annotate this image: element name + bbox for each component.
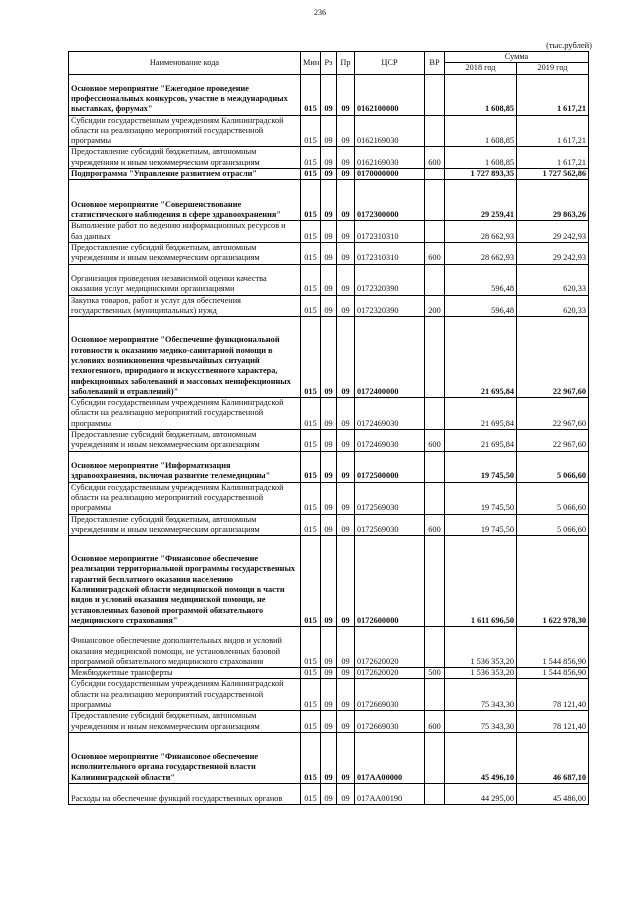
row-vr	[425, 115, 445, 147]
table-row	[69, 147, 589, 169]
row-pr: 09	[337, 711, 355, 733]
row-vr	[425, 783, 445, 804]
row-sum-2018: 21 695,84	[445, 398, 517, 430]
table-row	[69, 451, 589, 482]
row-min: 015	[301, 451, 321, 482]
row-rz: 09	[321, 169, 337, 180]
row-sum-2019: 1 544 856,90	[517, 627, 589, 668]
table-row	[69, 711, 589, 733]
row-sum-2019: 5 066,60	[517, 514, 589, 536]
row-name: Предоставление субсидий бюджетным, автономным учреждениям и иным некоммерческим организациям	[69, 514, 301, 536]
row-name: Субсидии государственным учреждениям Калининградской области на реализацию мероприятий государственной программы	[69, 398, 301, 430]
row-rz: 09	[321, 317, 337, 398]
row-name: Основное мероприятие "Информатизация здравоохранения, включая развитие телемедицины"	[69, 451, 301, 482]
row-rz: 09	[321, 783, 337, 804]
row-name: Основное мероприятие "Финансовое обеспечение реализации территориальной программы государственных гарантий бесплатного оказания населению Калининградской области медицинской помощи в части видов и условий оказания медицинской помощи, не установленных базовой программой обязательного медицинского страхования"	[69, 536, 301, 627]
header-sum: Сумма	[445, 52, 589, 63]
row-min: 015	[301, 482, 321, 514]
row-vr	[425, 536, 445, 627]
row-sum-2019: 46 687,10	[517, 732, 589, 783]
row-rz: 09	[321, 264, 337, 295]
row-sum-2018: 1 536 353,20	[445, 627, 517, 668]
row-rz: 09	[321, 668, 337, 679]
row-name: Финансовое обеспечение дополнительных видов и условий оказания медицинской помощи, не установленных базовой программой обязательного медицинского страхования	[69, 627, 301, 668]
row-pr: 09	[337, 169, 355, 180]
row-sum-2019: 1 727 562,86	[517, 169, 589, 180]
row-min: 015	[301, 783, 321, 804]
row-name: Выполнение работ по ведению информационных ресурсов и баз данных	[69, 221, 301, 243]
row-vr	[425, 627, 445, 668]
row-vr: 600	[425, 430, 445, 452]
row-csr: 0172600000	[355, 536, 425, 627]
row-min: 015	[301, 627, 321, 668]
row-pr: 09	[337, 451, 355, 482]
table-row	[69, 536, 589, 627]
row-min: 015	[301, 732, 321, 783]
row-name: Основное мероприятие "Финансовое обеспечение исполнительного органа государственной власти Калининградской области"	[69, 732, 301, 783]
row-csr: 0162169030	[355, 115, 425, 147]
row-sum-2019: 29 242,93	[517, 221, 589, 243]
row-rz: 09	[321, 536, 337, 627]
row-name: Расходы на обеспечение функций государственных органов	[69, 783, 301, 804]
row-min: 015	[301, 668, 321, 679]
row-sum-2018: 1 536 353,20	[445, 668, 517, 679]
row-sum-2018: 1 608,85	[445, 147, 517, 169]
row-csr: 017АА00000	[355, 732, 425, 783]
row-sum-2019: 1 617,21	[517, 147, 589, 169]
row-csr: 0170000000	[355, 169, 425, 180]
row-min: 015	[301, 295, 321, 317]
table-row	[69, 295, 589, 317]
row-csr: 017АА00190	[355, 783, 425, 804]
row-vr	[425, 317, 445, 398]
row-sum-2019: 22 967,60	[517, 398, 589, 430]
row-pr: 09	[337, 242, 355, 264]
header-2018: 2018 год	[445, 63, 517, 74]
row-sum-2018: 28 662,93	[445, 221, 517, 243]
row-pr: 09	[337, 783, 355, 804]
row-pr: 09	[337, 180, 355, 221]
row-name: Предоставление субсидий бюджетным, автономным учреждениям и иным некоммерческим организациям	[69, 430, 301, 452]
row-rz: 09	[321, 242, 337, 264]
row-csr: 0162100000	[355, 74, 425, 115]
table-row	[69, 514, 589, 536]
table-row	[69, 783, 589, 804]
row-vr	[425, 482, 445, 514]
row-sum-2018: 1 727 893,35	[445, 169, 517, 180]
row-sum-2019: 1 617,21	[517, 74, 589, 115]
row-rz: 09	[321, 295, 337, 317]
row-pr: 09	[337, 115, 355, 147]
row-vr	[425, 451, 445, 482]
row-name: Организация проведения независимой оценки качества оказания услуг медицинскими организациями	[69, 264, 301, 295]
header-vr: ВР	[425, 52, 445, 75]
table-row	[69, 430, 589, 452]
header-rz: Рз	[321, 52, 337, 75]
row-rz: 09	[321, 627, 337, 668]
table-row	[69, 180, 589, 221]
table-row	[69, 482, 589, 514]
row-rz: 09	[321, 398, 337, 430]
table-row	[69, 264, 589, 295]
row-sum-2019: 620,33	[517, 295, 589, 317]
row-name: Межбюджетные трансферты	[69, 668, 301, 679]
row-sum-2018: 45 496,10	[445, 732, 517, 783]
row-pr: 09	[337, 627, 355, 668]
row-vr	[425, 264, 445, 295]
row-sum-2018: 596,48	[445, 264, 517, 295]
table-row	[69, 74, 589, 115]
table-row	[69, 732, 589, 783]
row-sum-2018: 1 611 696,50	[445, 536, 517, 627]
row-vr: 500	[425, 668, 445, 679]
row-sum-2018: 21 695,84	[445, 317, 517, 398]
row-csr: 0172669030	[355, 679, 425, 711]
row-csr: 0172620020	[355, 627, 425, 668]
row-csr: 0172469030	[355, 430, 425, 452]
row-sum-2019: 1 622 978,30	[517, 536, 589, 627]
table-row	[69, 398, 589, 430]
row-min: 015	[301, 536, 321, 627]
row-sum-2019: 78 121,40	[517, 711, 589, 733]
row-vr	[425, 732, 445, 783]
row-sum-2018: 21 695,84	[445, 430, 517, 452]
row-pr: 09	[337, 221, 355, 243]
page-number: 236	[314, 8, 326, 17]
table-row	[69, 317, 589, 398]
row-pr: 09	[337, 264, 355, 295]
row-pr: 09	[337, 147, 355, 169]
row-sum-2018: 596,48	[445, 295, 517, 317]
table-row	[69, 627, 589, 668]
row-min: 015	[301, 679, 321, 711]
row-sum-2019: 1 617,21	[517, 115, 589, 147]
row-csr: 0172310310	[355, 221, 425, 243]
row-rz: 09	[321, 221, 337, 243]
row-sum-2018: 75 343,30	[445, 711, 517, 733]
row-vr	[425, 398, 445, 430]
row-min: 015	[301, 74, 321, 115]
table-row	[69, 242, 589, 264]
row-min: 015	[301, 711, 321, 733]
row-pr: 09	[337, 295, 355, 317]
row-name: Предоставление субсидий бюджетным, автономным учреждениям и иным некоммерческим организациям	[69, 711, 301, 733]
row-csr: 0172320390	[355, 264, 425, 295]
row-min: 015	[301, 514, 321, 536]
row-name: Основное мероприятие "Ежегодное проведение профессиональных конкурсов, участие в международных выставках, форумах"	[69, 74, 301, 115]
row-csr: 0172310310	[355, 242, 425, 264]
header-name: Наименование кода	[69, 52, 301, 75]
row-csr: 0172320390	[355, 295, 425, 317]
row-sum-2018: 44 295,00	[445, 783, 517, 804]
row-name: Предоставление субсидий бюджетным, автономным учреждениям и иным некоммерческим организациям	[69, 242, 301, 264]
row-sum-2018: 75 343,30	[445, 679, 517, 711]
row-sum-2019: 1 544 856,90	[517, 668, 589, 679]
row-name: Субсидии государственным учреждениям Калининградской области на реализацию мероприятий государственной программы	[69, 115, 301, 147]
row-name: Основное мероприятие "Обеспечение функциональной готовности к оказанию медико-санитарной помощи в условиях возникновения чрезвычайных ситуаций техногенного, природного и искусственного характера, инфекционных заболеваний и массовых неинфекционных заболеваний и отравлений)"	[69, 317, 301, 398]
row-min: 015	[301, 169, 321, 180]
row-vr: 600	[425, 242, 445, 264]
table-body	[69, 74, 589, 804]
row-min: 015	[301, 147, 321, 169]
row-rz: 09	[321, 430, 337, 452]
row-min: 015	[301, 430, 321, 452]
row-pr: 09	[337, 514, 355, 536]
row-rz: 09	[321, 514, 337, 536]
table-row	[69, 679, 589, 711]
row-rz: 09	[321, 115, 337, 147]
row-vr	[425, 180, 445, 221]
row-pr: 09	[337, 679, 355, 711]
row-pr: 09	[337, 398, 355, 430]
row-sum-2019: 45 486,00	[517, 783, 589, 804]
row-rz: 09	[321, 732, 337, 783]
row-pr: 09	[337, 430, 355, 452]
header-pr: Пр	[337, 52, 355, 75]
row-rz: 09	[321, 679, 337, 711]
row-vr	[425, 221, 445, 243]
row-csr: 0172569030	[355, 482, 425, 514]
header-csr: ЦСР	[355, 52, 425, 75]
row-csr: 0172300000	[355, 180, 425, 221]
row-min: 015	[301, 264, 321, 295]
row-csr: 0162169030	[355, 147, 425, 169]
row-min: 015	[301, 317, 321, 398]
row-min: 015	[301, 115, 321, 147]
row-name: Предоставление субсидий бюджетным, автономным учреждениям и иным некоммерческим организациям	[69, 147, 301, 169]
row-min: 015	[301, 398, 321, 430]
row-name: Субсидии государственным учреждениям Калининградской области на реализацию мероприятий государственной программы	[69, 679, 301, 711]
row-sum-2019: 5 066,60	[517, 482, 589, 514]
row-rz: 09	[321, 180, 337, 221]
row-pr: 09	[337, 536, 355, 627]
header-min: Мин	[301, 52, 321, 75]
row-csr: 0172469030	[355, 398, 425, 430]
row-sum-2019: 29 242,93	[517, 242, 589, 264]
row-name: Закупка товаров, работ и услуг для обеспечения государственных (муниципальных) нужд	[69, 295, 301, 317]
row-rz: 09	[321, 74, 337, 115]
row-sum-2018: 19 745,50	[445, 514, 517, 536]
row-rz: 09	[321, 482, 337, 514]
row-sum-2018: 19 745,50	[445, 482, 517, 514]
row-vr	[425, 169, 445, 180]
row-rz: 09	[321, 147, 337, 169]
row-pr: 09	[337, 482, 355, 514]
row-sum-2018: 28 662,93	[445, 242, 517, 264]
table-row	[69, 668, 589, 679]
row-rz: 09	[321, 451, 337, 482]
row-name: Подпрограмма "Управление развитием отрасли"	[69, 169, 301, 180]
row-sum-2018: 29 259,41	[445, 180, 517, 221]
row-vr: 600	[425, 514, 445, 536]
row-sum-2018: 1 608,85	[445, 74, 517, 115]
row-sum-2019: 620,33	[517, 264, 589, 295]
table-header	[69, 52, 589, 75]
row-rz: 09	[321, 711, 337, 733]
row-sum-2019: 22 967,60	[517, 430, 589, 452]
row-sum-2018: 1 608,85	[445, 115, 517, 147]
table-row	[69, 169, 589, 180]
row-vr	[425, 74, 445, 115]
row-min: 015	[301, 221, 321, 243]
row-vr	[425, 679, 445, 711]
row-sum-2019: 22 967,60	[517, 317, 589, 398]
row-min: 015	[301, 180, 321, 221]
row-csr: 0172400000	[355, 317, 425, 398]
row-sum-2019: 5 066,60	[517, 451, 589, 482]
row-pr: 09	[337, 317, 355, 398]
row-csr: 0172500000	[355, 451, 425, 482]
row-pr: 09	[337, 74, 355, 115]
row-sum-2019: 78 121,40	[517, 679, 589, 711]
row-csr: 0172569030	[355, 514, 425, 536]
budget-table	[68, 51, 589, 805]
row-csr: 0172620020	[355, 668, 425, 679]
row-pr: 09	[337, 732, 355, 783]
row-name: Субсидии государственным учреждениям Калининградской области на реализацию мероприятий государственной программы	[69, 482, 301, 514]
table-row	[69, 221, 589, 243]
header-2019: 2019 год	[517, 63, 589, 74]
row-name: Основное мероприятие "Совершенствование статистического наблюдения в сфере здравоохранения"	[69, 180, 301, 221]
row-vr: 600	[425, 711, 445, 733]
units-label: (тыс.рублей)	[546, 40, 592, 50]
row-sum-2019: 29 863,26	[517, 180, 589, 221]
row-csr: 0172669030	[355, 711, 425, 733]
row-vr: 200	[425, 295, 445, 317]
row-sum-2018: 19 745,50	[445, 451, 517, 482]
row-min: 015	[301, 242, 321, 264]
table-row	[69, 115, 589, 147]
row-vr: 600	[425, 147, 445, 169]
row-pr: 09	[337, 668, 355, 679]
